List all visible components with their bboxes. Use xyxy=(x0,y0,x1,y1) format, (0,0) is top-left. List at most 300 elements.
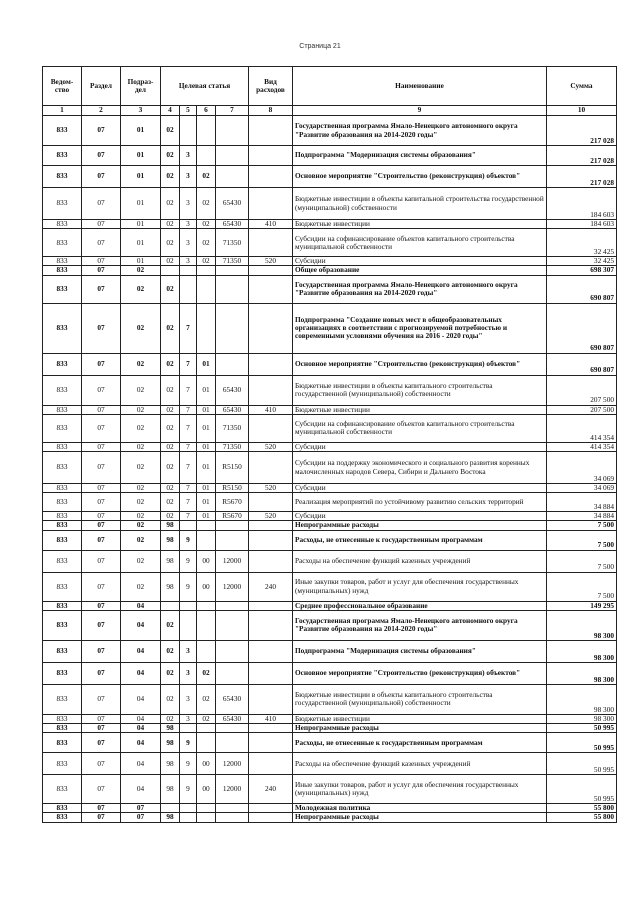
event-code: 02 xyxy=(197,188,216,220)
subprogram-code: 3 xyxy=(180,188,197,220)
ministry-code: 833 xyxy=(43,521,82,530)
program-code: 02 xyxy=(161,493,180,512)
ministry-code: 833 xyxy=(43,572,82,601)
subsection-code: 02 xyxy=(121,521,161,530)
item-sum: 50 995 xyxy=(547,733,617,753)
program-code: 02 xyxy=(161,442,180,451)
event-code xyxy=(197,116,216,146)
item-name: Бюджетные инвестиции в объекты капитальной строительства государственной (муниципальной) собственности xyxy=(293,188,547,220)
subprogram-code: 3 xyxy=(180,684,197,714)
item-sum: 32 425 xyxy=(547,257,617,266)
subprogram-code: 9 xyxy=(180,550,197,572)
subsection-code: 04 xyxy=(121,724,161,733)
subprogram-code: 7 xyxy=(180,375,197,405)
expense-type-code xyxy=(249,229,293,257)
item-name: Непрограммные расходы xyxy=(293,813,547,822)
ministry-code: 833 xyxy=(43,303,82,353)
program-code: 02 xyxy=(161,405,180,414)
section-code: 07 xyxy=(82,684,121,714)
subprogram-code: 3 xyxy=(180,220,197,229)
program-code: 02 xyxy=(161,116,180,146)
item-name: Основное мероприятие "Строительство (реконструкция) объектов" xyxy=(293,353,547,375)
expense-type-code: 240 xyxy=(249,572,293,601)
ministry-code: 833 xyxy=(43,813,82,822)
subsection-code: 02 xyxy=(121,275,161,303)
section-code: 07 xyxy=(82,724,121,733)
section-code: 07 xyxy=(82,414,121,442)
header-subsection: Подраз-дел xyxy=(121,67,161,106)
table-row xyxy=(43,530,617,550)
direction-code: 65430 xyxy=(216,714,249,723)
column-number: 10 xyxy=(547,106,617,116)
subprogram-code: 7 xyxy=(180,484,197,493)
event-code: 01 xyxy=(197,414,216,442)
direction-code: R5150 xyxy=(216,484,249,493)
expense-type-code xyxy=(249,375,293,405)
item-sum: 98 300 xyxy=(547,662,617,684)
item-sum: 414 354 xyxy=(547,442,617,451)
column-number: 8 xyxy=(249,106,293,116)
section-code: 07 xyxy=(82,733,121,753)
event-code: 01 xyxy=(197,442,216,451)
event-code xyxy=(197,530,216,550)
direction-code xyxy=(216,724,249,733)
column-number: 7 xyxy=(216,106,249,116)
section-code: 07 xyxy=(82,804,121,813)
ministry-code: 833 xyxy=(43,662,82,684)
subprogram-code xyxy=(180,724,197,733)
expense-type-code xyxy=(249,493,293,512)
item-sum: 50 995 xyxy=(547,753,617,775)
ministry-code: 833 xyxy=(43,353,82,375)
direction-code: 65430 xyxy=(216,188,249,220)
event-code xyxy=(197,303,216,353)
section-code: 07 xyxy=(82,353,121,375)
subsection-code: 02 xyxy=(121,572,161,601)
program-code: 98 xyxy=(161,550,180,572)
table-row xyxy=(43,405,617,414)
direction-code xyxy=(216,275,249,303)
item-sum: 98 300 xyxy=(547,714,617,723)
section-code: 07 xyxy=(82,572,121,601)
direction-code: 12000 xyxy=(216,753,249,775)
program-code: 98 xyxy=(161,753,180,775)
direction-code xyxy=(216,146,249,166)
program-code: 98 xyxy=(161,733,180,753)
event-code: 00 xyxy=(197,550,216,572)
subprogram-code: 7 xyxy=(180,512,197,521)
expense-type-code xyxy=(249,188,293,220)
item-sum: 98 300 xyxy=(547,610,617,640)
item-name: Субсидии xyxy=(293,484,547,493)
program-code: 98 xyxy=(161,521,180,530)
item-name: Расходы на обеспечение функций казенных учреждений xyxy=(293,550,547,572)
item-sum: 207 500 xyxy=(547,405,617,414)
table-row xyxy=(43,166,617,188)
table-body xyxy=(43,116,617,823)
item-name: Непрограммные расходы xyxy=(293,521,547,530)
item-name: Бюджетные инвестиции в объекты капитального строительства государственной (муниципальной) собственности xyxy=(293,684,547,714)
subsection-code: 01 xyxy=(121,166,161,188)
direction-code: 65430 xyxy=(216,684,249,714)
item-name: Подпрограмма "Модернизация системы образования" xyxy=(293,640,547,662)
ministry-code: 833 xyxy=(43,166,82,188)
expense-type-code xyxy=(249,610,293,640)
table-row xyxy=(43,521,617,530)
item-name: Молодежная политика xyxy=(293,804,547,813)
item-name: Расходы на обеспечение функций казенных учреждений xyxy=(293,753,547,775)
item-sum: 184 603 xyxy=(547,220,617,229)
subsection-code: 02 xyxy=(121,452,161,484)
event-code: 01 xyxy=(197,484,216,493)
section-code: 07 xyxy=(82,484,121,493)
expense-type-code xyxy=(249,275,293,303)
section-code: 07 xyxy=(82,442,121,451)
table-row xyxy=(43,640,617,662)
event-code: 01 xyxy=(197,405,216,414)
header-expense-type: Вид расходов xyxy=(249,67,293,106)
expense-type-code xyxy=(249,521,293,530)
section-code: 07 xyxy=(82,662,121,684)
table-header-row xyxy=(43,67,617,106)
table-row xyxy=(43,188,617,220)
subsection-code: 02 xyxy=(121,512,161,521)
subprogram-code: 3 xyxy=(180,662,197,684)
item-sum: 32 425 xyxy=(547,229,617,257)
ministry-code: 833 xyxy=(43,753,82,775)
item-sum: 55 800 xyxy=(547,813,617,822)
table-row xyxy=(43,733,617,753)
direction-code xyxy=(216,266,249,275)
item-name: Бюджетные инвестиции xyxy=(293,220,547,229)
item-sum: 217 028 xyxy=(547,146,617,166)
table-row xyxy=(43,229,617,257)
program-code: 02 xyxy=(161,375,180,405)
page-number-label: Страница 21 xyxy=(299,43,341,50)
event-code: 01 xyxy=(197,512,216,521)
section-code: 07 xyxy=(82,266,121,275)
table-row xyxy=(43,116,617,146)
item-sum: 690 807 xyxy=(547,303,617,353)
program-code: 02 xyxy=(161,146,180,166)
direction-code xyxy=(216,116,249,146)
subprogram-code xyxy=(180,116,197,146)
direction-code: R5670 xyxy=(216,512,249,521)
direction-code: R5670 xyxy=(216,493,249,512)
event-code xyxy=(197,804,216,813)
subsection-code: 02 xyxy=(121,266,161,275)
subsection-code: 02 xyxy=(121,303,161,353)
table-row xyxy=(43,714,617,723)
ministry-code: 833 xyxy=(43,452,82,484)
expense-type-code xyxy=(249,724,293,733)
subprogram-code: 3 xyxy=(180,229,197,257)
direction-code xyxy=(216,530,249,550)
event-code xyxy=(197,275,216,303)
item-sum: 55 800 xyxy=(547,804,617,813)
section-code: 07 xyxy=(82,610,121,640)
subsection-code: 04 xyxy=(121,733,161,753)
table-row xyxy=(43,512,617,521)
budget-table xyxy=(42,66,617,823)
item-sum: 98 300 xyxy=(547,684,617,714)
program-code: 02 xyxy=(161,220,180,229)
column-number: 6 xyxy=(197,106,216,116)
program-code: 02 xyxy=(161,484,180,493)
subprogram-code xyxy=(180,266,197,275)
event-code: 02 xyxy=(197,220,216,229)
subprogram-code: 9 xyxy=(180,753,197,775)
expense-type-code: 410 xyxy=(249,714,293,723)
ministry-code: 833 xyxy=(43,257,82,266)
subsection-code: 02 xyxy=(121,375,161,405)
expense-type-code: 240 xyxy=(249,775,293,804)
subprogram-code: 3 xyxy=(180,257,197,266)
program-code: 02 xyxy=(161,452,180,484)
program-code xyxy=(161,804,180,813)
direction-code xyxy=(216,610,249,640)
header-target-article: Целевая статья xyxy=(161,67,249,106)
subprogram-code: 7 xyxy=(180,414,197,442)
subprogram-code: 3 xyxy=(180,640,197,662)
table-row xyxy=(43,484,617,493)
section-code: 07 xyxy=(82,375,121,405)
table-row xyxy=(43,775,617,804)
item-sum: 690 807 xyxy=(547,353,617,375)
program-code: 98 xyxy=(161,724,180,733)
ministry-code: 833 xyxy=(43,146,82,166)
section-code: 07 xyxy=(82,166,121,188)
direction-code xyxy=(216,166,249,188)
item-sum: 50 995 xyxy=(547,775,617,804)
ministry-code: 833 xyxy=(43,484,82,493)
item-name: Реализация мероприятий по устойчивому развитию сельских территорий xyxy=(293,493,547,512)
item-sum: 207 500 xyxy=(547,375,617,405)
expense-type-code xyxy=(249,684,293,714)
event-code xyxy=(197,266,216,275)
event-code xyxy=(197,610,216,640)
ministry-code: 833 xyxy=(43,493,82,512)
section-code: 07 xyxy=(82,753,121,775)
ministry-code: 833 xyxy=(43,188,82,220)
item-sum: 184 603 xyxy=(547,188,617,220)
program-code: 98 xyxy=(161,813,180,822)
section-code: 07 xyxy=(82,530,121,550)
subsection-code: 02 xyxy=(121,442,161,451)
event-code: 00 xyxy=(197,572,216,601)
item-sum: 34 884 xyxy=(547,493,617,512)
table-row xyxy=(43,353,617,375)
item-name: Иные закупки товаров, работ и услуг для обеспечения государственных (муниципальных) нужд xyxy=(293,775,547,804)
expense-type-code: 520 xyxy=(249,257,293,266)
ministry-code: 833 xyxy=(43,442,82,451)
ministry-code: 833 xyxy=(43,275,82,303)
event-code: 01 xyxy=(197,452,216,484)
subprogram-code: 7 xyxy=(180,303,197,353)
program-code: 02 xyxy=(161,353,180,375)
item-sum: 7 500 xyxy=(547,530,617,550)
subsection-code: 04 xyxy=(121,684,161,714)
expense-type-code: 410 xyxy=(249,220,293,229)
event-code: 02 xyxy=(197,257,216,266)
event-code: 01 xyxy=(197,375,216,405)
expense-type-code: 520 xyxy=(249,512,293,521)
ministry-code: 833 xyxy=(43,775,82,804)
section-code: 07 xyxy=(82,146,121,166)
program-code: 98 xyxy=(161,572,180,601)
subsection-code: 04 xyxy=(121,753,161,775)
header-sum: Сумма xyxy=(547,67,617,106)
section-code: 07 xyxy=(82,714,121,723)
header-section: Раздел xyxy=(82,67,121,106)
item-name: Субсидии xyxy=(293,512,547,521)
subsection-code: 01 xyxy=(121,257,161,266)
subsection-code: 07 xyxy=(121,813,161,822)
event-code: 00 xyxy=(197,753,216,775)
subsection-code: 02 xyxy=(121,405,161,414)
direction-code: R5150 xyxy=(216,452,249,484)
expense-type-code xyxy=(249,804,293,813)
subsection-code: 01 xyxy=(121,146,161,166)
table-row xyxy=(43,275,617,303)
section-code: 07 xyxy=(82,303,121,353)
program-code: 02 xyxy=(161,257,180,266)
item-sum: 7 500 xyxy=(547,521,617,530)
direction-code xyxy=(216,303,249,353)
direction-code: 71350 xyxy=(216,442,249,451)
table-row xyxy=(43,753,617,775)
program-code: 02 xyxy=(161,512,180,521)
subprogram-code xyxy=(180,610,197,640)
item-sum: 34 069 xyxy=(547,484,617,493)
item-name: Расходы, не отнесенные к государственным программам xyxy=(293,530,547,550)
item-sum: 98 300 xyxy=(547,640,617,662)
table-row xyxy=(43,804,617,813)
item-sum: 34 069 xyxy=(547,452,617,484)
table-row xyxy=(43,303,617,353)
table-row xyxy=(43,442,617,451)
column-number: 5 xyxy=(180,106,197,116)
item-name: Общее образование xyxy=(293,266,547,275)
item-name: Иные закупки товаров, работ и услуг для обеспечения государственных (муниципальных) нужд xyxy=(293,572,547,601)
expense-type-code xyxy=(249,116,293,146)
event-code: 02 xyxy=(197,684,216,714)
header-ministry: Ведом-ство xyxy=(43,67,82,106)
subsection-code: 02 xyxy=(121,414,161,442)
column-number: 3 xyxy=(121,106,161,116)
event-code xyxy=(197,601,216,610)
expense-type-code xyxy=(249,601,293,610)
subprogram-code xyxy=(180,804,197,813)
direction-code: 71350 xyxy=(216,414,249,442)
ministry-code: 833 xyxy=(43,405,82,414)
subsection-code: 04 xyxy=(121,640,161,662)
item-name: Подпрограмма "Создание новых мест в общеобразовательных организациях в соответствии с прогнозируемой потребностью и современными условиями обучения на 2016 - 2020 годы" xyxy=(293,303,547,353)
section-code: 07 xyxy=(82,275,121,303)
table-row xyxy=(43,414,617,442)
column-number: 2 xyxy=(82,106,121,116)
event-code: 02 xyxy=(197,714,216,723)
section-code: 07 xyxy=(82,640,121,662)
section-code: 07 xyxy=(82,405,121,414)
program-code: 02 xyxy=(161,275,180,303)
expense-type-code xyxy=(249,550,293,572)
section-code: 07 xyxy=(82,229,121,257)
column-number: 9 xyxy=(293,106,547,116)
section-code: 07 xyxy=(82,452,121,484)
direction-code xyxy=(216,804,249,813)
direction-code: 65430 xyxy=(216,375,249,405)
item-name: Субсидии на софинансирование объектов капитального строительства муниципальной собственности xyxy=(293,414,547,442)
direction-code xyxy=(216,813,249,822)
table-row xyxy=(43,601,617,610)
direction-code: 71350 xyxy=(216,229,249,257)
header-name: Наименование xyxy=(293,67,547,106)
ministry-code: 833 xyxy=(43,610,82,640)
event-code xyxy=(197,640,216,662)
section-code: 07 xyxy=(82,116,121,146)
subsection-code: 01 xyxy=(121,220,161,229)
direction-code xyxy=(216,601,249,610)
table-row xyxy=(43,724,617,733)
expense-type-code xyxy=(249,813,293,822)
item-sum: 690 807 xyxy=(547,275,617,303)
table-row xyxy=(43,662,617,684)
subsection-code: 04 xyxy=(121,714,161,723)
expense-type-code xyxy=(249,266,293,275)
ministry-code: 833 xyxy=(43,804,82,813)
table-row xyxy=(43,572,617,601)
item-name: Субсидии xyxy=(293,442,547,451)
ministry-code: 833 xyxy=(43,550,82,572)
program-code: 02 xyxy=(161,662,180,684)
item-sum: 149 295 xyxy=(547,601,617,610)
subprogram-code: 7 xyxy=(180,452,197,484)
program-code: 02 xyxy=(161,166,180,188)
subsection-code: 01 xyxy=(121,116,161,146)
subprogram-code: 3 xyxy=(180,146,197,166)
table-row xyxy=(43,493,617,512)
item-name: Субсидии на софинансирование объектов капитального строительства муниципальной собственности xyxy=(293,229,547,257)
item-name: Подпрограмма "Модернизация системы образования" xyxy=(293,146,547,166)
event-code: 00 xyxy=(197,775,216,804)
expense-type-code xyxy=(249,146,293,166)
program-code: 02 xyxy=(161,640,180,662)
item-name: Бюджетные инвестиции в объекты капитального строительства государственной (муниципальной) собственности xyxy=(293,375,547,405)
ministry-code: 833 xyxy=(43,530,82,550)
expense-type-code xyxy=(249,733,293,753)
subsection-code: 02 xyxy=(121,550,161,572)
table-row xyxy=(43,684,617,714)
subsection-code: 04 xyxy=(121,601,161,610)
table-row xyxy=(43,813,617,822)
ministry-code: 833 xyxy=(43,512,82,521)
ministry-code: 833 xyxy=(43,229,82,257)
item-name: Субсидии xyxy=(293,257,547,266)
subsection-code: 02 xyxy=(121,484,161,493)
table-row xyxy=(43,266,617,275)
item-name: Государственная программа Ямало-Ненецкого автономного округа "Развитие образования на 2014-2020 годы" xyxy=(293,275,547,303)
item-sum: 698 307 xyxy=(547,266,617,275)
program-code: 02 xyxy=(161,414,180,442)
direction-code xyxy=(216,521,249,530)
subsection-code: 02 xyxy=(121,493,161,512)
program-code: 02 xyxy=(161,684,180,714)
program-code: 02 xyxy=(161,303,180,353)
direction-code: 12000 xyxy=(216,550,249,572)
direction-code: 71350 xyxy=(216,257,249,266)
expense-type-code xyxy=(249,353,293,375)
